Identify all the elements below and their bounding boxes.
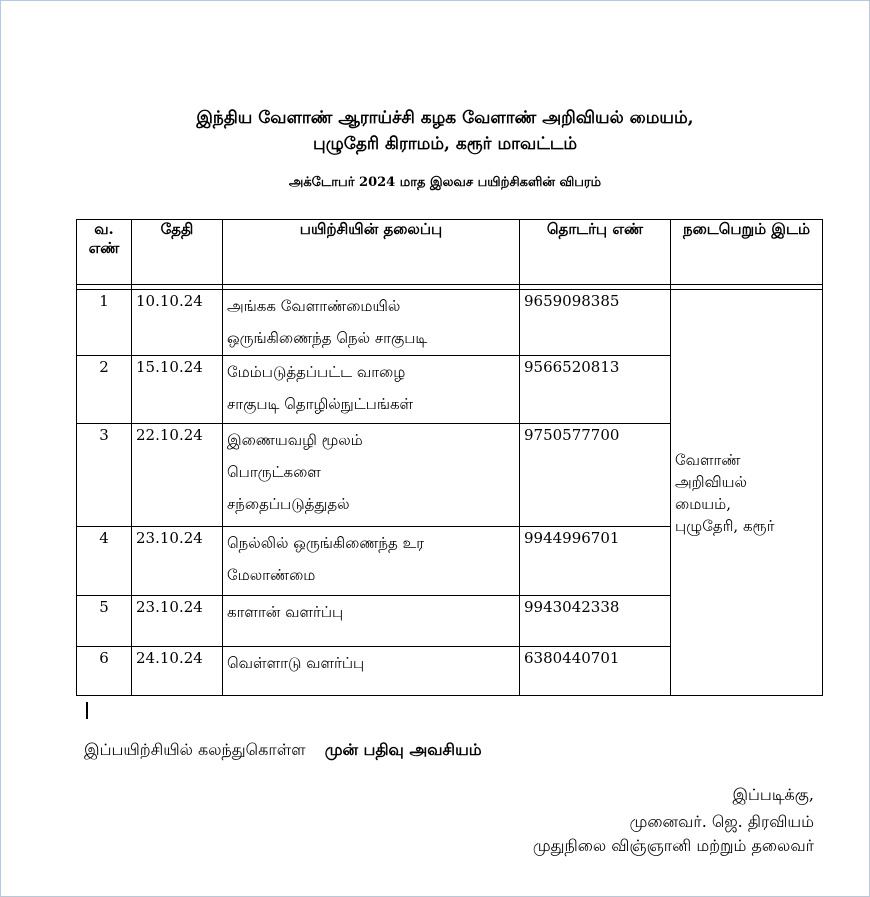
row-sno: 2	[77, 356, 132, 424]
signature-name: முனைவர். ஜெ. திரவியம்	[629, 812, 814, 831]
venue-cell	[671, 290, 823, 696]
row-date: 10.10.24	[132, 290, 223, 356]
signature-designation: முதுநிலை விஞ்ஞானி மற்றும் தலைவர்	[532, 836, 814, 855]
row-title	[223, 356, 520, 424]
table-row	[77, 290, 823, 356]
row-title-line: இணையவழி மூலம்	[227, 431, 363, 449]
row-title-line: நெல்லில் ஒருங்கிணைந்த உர	[227, 534, 424, 552]
row-sno: 5	[77, 596, 132, 647]
text-cursor	[86, 702, 88, 719]
row-date: 24.10.24	[132, 647, 223, 696]
row-sno: 6	[77, 647, 132, 696]
venue-line: அறிவியல்	[675, 472, 747, 491]
row-title-line: வெள்ளாடு வளர்ப்பு	[227, 654, 365, 672]
header-subtitle: அக்டோபர் 2024 மாத இலவச பயிற்சிகளின் விபரம்	[288, 175, 602, 190]
row-sno: 1	[77, 290, 132, 356]
row-phone: 6380440701	[520, 647, 671, 696]
col-header-phone: தொடர்பு எண்	[520, 220, 671, 285]
note-text: இப்பயிற்சியில் கலந்துகொள்ள	[84, 740, 306, 759]
row-sno: 3	[77, 424, 132, 527]
col-header-sno: வ. எண்	[77, 220, 132, 285]
row-sno: 4	[77, 527, 132, 596]
row-date: 23.10.24	[132, 527, 223, 596]
row-title-line: காளான் வளர்ப்பு	[227, 603, 344, 621]
row-title	[223, 527, 520, 596]
training-schedule-table	[76, 219, 823, 696]
row-title	[223, 647, 520, 696]
row-title-line: அங்கக வேளாண்மையில்	[227, 297, 401, 315]
row-title-line: சாகுபடி தொழில்நுட்பங்கள்	[227, 395, 414, 413]
row-phone: 9750577700	[520, 424, 671, 527]
row-title-line: மேலாண்மை	[227, 566, 316, 584]
row-phone: 9566520813	[520, 356, 671, 424]
row-title	[223, 290, 520, 356]
row-date: 23.10.24	[132, 596, 223, 647]
header-line-1: இந்திய வேளாண் ஆராய்ச்சி கழக வேளாண் அறிவியல் மையம்,	[196, 108, 694, 128]
row-title	[223, 424, 520, 527]
venue-line: வேளாண்	[675, 450, 741, 469]
registration-note	[84, 740, 482, 761]
row-title-line: மேம்படுத்தப்பட்ட வாழை	[227, 363, 406, 381]
row-title	[223, 596, 520, 647]
row-date: 22.10.24	[132, 424, 223, 527]
row-phone: 9943042338	[520, 596, 671, 647]
signature-closing: இப்படிக்கு,	[732, 785, 814, 804]
row-phone: 9944996701	[520, 527, 671, 596]
col-header-venue: நடைபெறும் இடம்	[671, 220, 823, 285]
row-phone: 9659098385	[520, 290, 671, 356]
venue-line: புழுதேரி, கரூர்	[675, 516, 775, 535]
header-line-2: புழுதேரி கிராமம், கரூர் மாவட்டம்	[312, 134, 578, 154]
table-header-row	[77, 220, 823, 285]
col-header-title: பயிற்சியின் தலைப்பு	[223, 220, 520, 285]
row-title-line: சந்தைப்படுத்துதல்	[227, 495, 350, 513]
row-title-line: ஒருங்கிணைந்த நெல் சாகுபடி	[227, 329, 428, 347]
venue-line: மையம்,	[675, 494, 731, 513]
row-title-line: பொருட்களை	[227, 463, 321, 481]
col-header-date: தேதி	[132, 220, 223, 285]
row-date: 15.10.24	[132, 356, 223, 424]
note-emphasis: முன் பதிவு அவசியம்	[324, 740, 482, 759]
